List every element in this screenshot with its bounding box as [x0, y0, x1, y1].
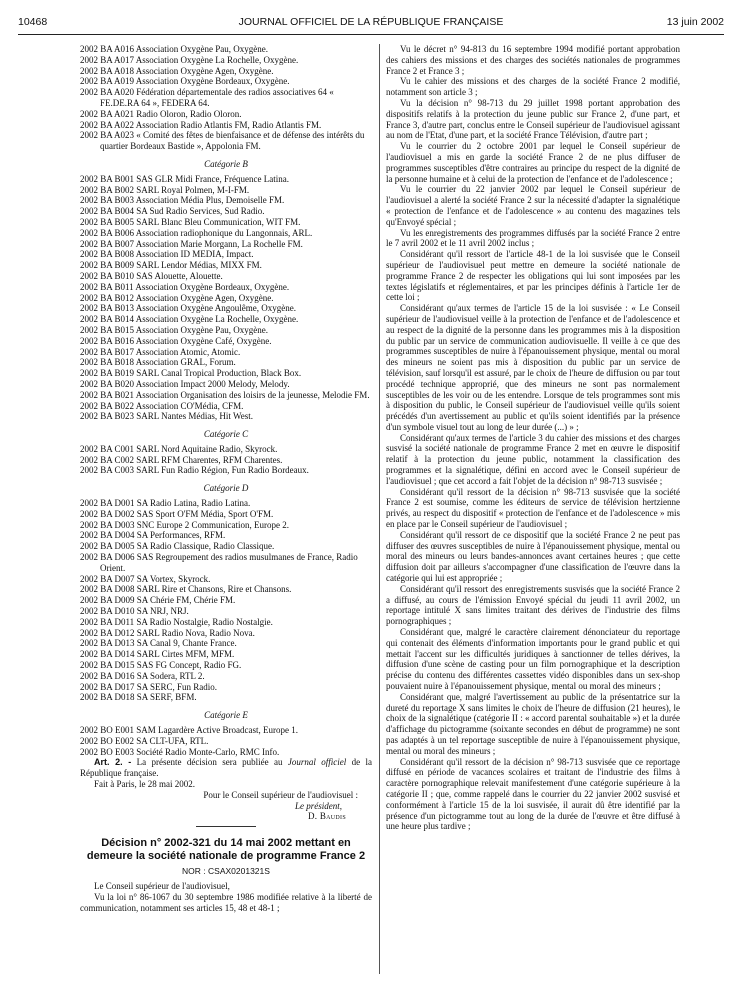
list-item: 2002 BA D015 SAS FG Concept, Radio FG.	[80, 660, 242, 671]
paragraph: Considérant qu'il ressort de ce dispositif que la société France 2 ne peut pas diffuser des œuvres susceptibles de nuire à l'épanouissement physique, mental ou moral des mineurs ou leurs bandes-annonces avant certaines heures ; que cette diffusion doit par ailleurs s'accompagner d'une classification de l'œuvre dans la catégorie qui lui est appropriée ;	[386, 529, 680, 584]
list-item: 2002 BA D016 SA Sodera, RTL 2.	[80, 670, 205, 681]
list-item: 2002 BA D007 SA Vortex, Skyrock.	[80, 573, 211, 584]
list-item: 2002 BA D017 SA SERC, Fun Radio.	[80, 681, 218, 692]
list-item: 2002 BA A021 Radio Oloron, Radio Oloron.	[80, 108, 242, 119]
article-2	[80, 757, 372, 779]
paragraph: Vu le décret n° 94-813 du 16 septembre 1994 modifié portant approbation des cahiers des missions et des charges des sociétés nationales de programmes France 2 et France 3 ;	[386, 44, 680, 76]
paragraph: Considérant qu'il ressort de la décision n° 98-713 susvisée que ce reportage diffusé en période de vacances scolaires et traitant de l'industrie des films à caractère pornographique relevait manifestement d'une catégorie supérieure à la catégorie II ; que, comme rappelé dans le courrier du 22 janvier 2002 susvisé et conformément à l'article 15 de la loi susvisée, il aurait dû être identifié par la présence d'un pictogramme tout au long de la durée de l'œuvre et être diffusé à une heure plus tardive ;	[386, 756, 680, 832]
list-item: 2002 BA D018 SA SERF, BFM.	[80, 692, 197, 703]
right-paragraphs	[386, 44, 680, 832]
list-item: 2002 BA B015 Association Oxygène Pau, Oxygène.	[80, 324, 268, 335]
entries-category-e	[80, 725, 372, 757]
article-2-text-b: de la République française.	[80, 757, 372, 779]
article-2-text-em: Journal officiel	[287, 757, 347, 768]
list-item: 2002 BA A019 Association Oxygène Bordeaux, Oxygène.	[80, 76, 290, 87]
paragraph: Considérant qu'il ressort de l'article 48-1 de la loi susvisée que le Conseil supérieur de l'audiovisuel peut mettre en demeure la société nationale de programme France 2 de respecter les obligations qui lui sont imposées par les textes législatifs et réglementaires, et par les principes définis à l'article 1er de cette loi ;	[386, 249, 680, 303]
paragraph: Vu la décision n° 98-713 du 29 juillet 1998 portant approbation des dispositifs relatifs à la protection du jeune public sur France 2, d'une part, et France 3, d'autre part, conclus entre le Conseil supérieur de l'audiovisuel agissant au nom de l'Etat, d'une part, et la société France Télévision, d'autre part ;	[386, 97, 680, 141]
list-item: 2002 BA B016 Association Oxygène Café, Oxygène.	[80, 335, 272, 346]
list-item: 2002 BA B001 SAS GLR Midi France, Fréquence Latina.	[80, 173, 289, 184]
paragraph: Vu le courrier du 2 octobre 2001 par lequel le Conseil supérieur de l'audiovisuel a mis en garde la société France 2 de ne plus diffuser de programmes susceptibles d'être contraires au principe du respect de la dignité de la personne humaine et à celui de la protection de l'enfance et de l'adolescence ;	[386, 141, 680, 184]
list-item: 2002 BA D009 SA Chérie FM, Chérie FM.	[80, 595, 236, 606]
left-column	[80, 44, 372, 913]
list-item: 2002 BA C002 SARL RFM Charentes, RFM Charentes.	[80, 454, 283, 465]
list-item: 2002 BA D001 SA Radio Latina, Radio Latina.	[80, 498, 251, 509]
list-item: 2002 BA B013 Association Oxygène Angoulême, Oxygène.	[80, 303, 296, 314]
list-item: 2002 BA D010 SA NRJ, NRJ.	[80, 606, 189, 617]
paragraph: Le Conseil supérieur de l'audiovisuel,	[94, 880, 230, 891]
list-item: 2002 BA A023 « Comité des fêtes de bienfaisance et de défense des intérêts du quartier Bordeaux Bastide », Appolonia FM.	[80, 130, 365, 152]
bottom-paragraphs	[80, 881, 372, 913]
paragraph: Considérant que, malgré le caractère clairement dénonciateur du reportage qui contenait des éléments d'information importants pour le grand public et qui mettait l'accent sur les difficultés juridiques à sanctionner de telles dérives, la diffusion d'une scène de casting pour un film pornographique et la description précise du contenu des différentes cassettes vidéo disponibles dans un sex-shop pouvaient nuire à l'épanouissement physique, mental ou moral des mineurs ;	[386, 627, 680, 692]
list-item: 2002 BA D012 SARL Radio Nova, Radio Nova.	[80, 627, 255, 638]
journal-title: JOURNAL OFFICIEL DE LA RÉPUBLIQUE FRANÇAISE	[238, 16, 504, 28]
paragraph: Considérant qu'il ressort des enregistrements susvisés que la société France 2 a diffusé, au cours de l'émission Envoyé spécial du jeudi 11 avril 2002, un reportage intitulé X sans limites traitant des dérives de l'industrie des films pornographiques ;	[386, 583, 680, 627]
list-item: 2002 BA A022 Association Radio Atlantis FM, Radio Atlantis FM.	[80, 119, 322, 130]
list-item: 2002 BA D005 SA Radio Classique, Radio Classique.	[80, 541, 275, 552]
entries-category-a	[80, 44, 372, 152]
category-b-heading: Catégorie B	[204, 158, 248, 169]
list-item: 2002 BA B009 SARL Lendor Médias, MIXX FM.	[80, 260, 262, 271]
paragraph: Considérant qu'aux termes de l'article 15 de la loi susvisée : « Le Conseil supérieur de l'audiovisuel veille à la protection de l'enfance et de l'adolescence et au respect de la dignité de la personne dans les programmes mis à la disposition du public par un service de communication audiovisuelle. Il veille à ce que des programmes susceptibles de nuire à l'épanouissement physique, mental ou moral des mineurs ne soient pas mis à disposition du public par un service de télévision, sauf lorsqu'il est assuré, par le choix de l'heure de diffusion ou par tout procédé technique approprié, que des mineurs ne sont pas normalement susceptibles de les voir ou de les entendre. Lorsque de tels programmes sont mis à disposition du public, le Conseil supérieur de l'audiovisuel veille qu'ils soient précédés d'un avertissement au public et qu'ils soient identifiés par la présence d'un symbole visuel tout au long de leur durée (...) » ;	[386, 303, 680, 432]
list-item: 2002 BA B019 SARL Canal Tropical Production, Black Box.	[80, 368, 302, 379]
category-d-heading: Catégorie D	[203, 483, 249, 494]
list-item: 2002 BA A020 Fédération départementale des radios associatives 64 « FE.DE.RA 64 », FEDERA 64.	[80, 87, 334, 108]
header-rule	[18, 34, 724, 35]
entries-category-c	[80, 444, 372, 476]
list-item: 2002 BA B017 Association Atomic, Atomic.	[80, 346, 241, 357]
list-item: 2002 BA B003 Association Média Plus, Demoiselle FM.	[80, 195, 285, 206]
list-item: 2002 BA D004 SA Performances, RFM.	[80, 530, 226, 541]
list-item: 2002 BA D002 SAS Sport O'FM Média, Sport O'FM.	[80, 508, 274, 519]
category-c-heading: Catégorie C	[203, 429, 249, 440]
signature-pour: Pour le Conseil supérieur de l'audiovisuel :	[203, 789, 358, 800]
list-item: 2002 BA A017 Association Oxygène La Rochelle, Oxygène.	[80, 54, 299, 65]
list-item: 2002 BA B018 Association GRAL, Forum.	[80, 357, 236, 368]
paragraph: Vu les enregistrements des programmes diffusés par la société France 2 entre le 7 avril 2002 et le 11 avril 2002 inclus ;	[386, 227, 680, 249]
paragraph: Considérant que, malgré l'avertissement au public de la présentatrice sur la dureté du reportage X sans limites le choix de l'heure de diffusion (21 heures), le choix de la signalétique (catégorie II : « accord parental souhaitable ») et la durée d'affichage du pictogramme (soixante secondes en début de programme) ne sont pas adaptés à un tel reportage susceptible de nuire à l'épanouissement physique, mental ou moral des mineurs ;	[386, 691, 680, 756]
paragraph: Vu le courrier du 22 janvier 2002 par lequel le Conseil supérieur de l'audiovisuel a alerté la société France 2 sur la nécessité d'adapter la signalétique « protection de l'enfance et de l'adolescence » au contenu des magazines tels qu'Envoyé spécial ;	[386, 184, 680, 227]
list-item: 2002 BA B007 Association Marie Morgann, La Rochelle FM.	[80, 238, 303, 249]
list-item: 2002 BA B006 Association radiophonique du Langonnais, ARL.	[80, 227, 313, 238]
list-item: 2002 BA B021 Association Organisation des loisirs de la jeunesse, Melodie FM.	[80, 389, 370, 400]
list-item: 2002 BA B011 Association Oxygène Bordeaux, Oxygène.	[80, 281, 290, 292]
page-number: 10468	[18, 16, 48, 28]
list-item: 2002 BA B002 SARL Royal Polmen, M-I-FM.	[80, 184, 250, 195]
fait-a-paris: Fait à Paris, le 28 mai 2002.	[94, 779, 195, 789]
column-divider	[379, 44, 380, 974]
list-item: 2002 BA B004 SA Sud Radio Services, Sud Radio.	[80, 206, 265, 217]
category-e-heading: Catégorie E	[204, 710, 248, 721]
paragraph: Vu le cahier des missions et des charges de la société France 2 modifié, notamment son article 3 ;	[386, 76, 680, 98]
list-item: 2002 BA B008 Association ID MEDIA, Impact.	[80, 249, 254, 260]
list-item: 2002 BA B023 SARL Nantes Médias, Hit West.	[80, 411, 254, 422]
signature-name: D. Baudis	[307, 811, 346, 822]
list-item: 2002 BA D006 SAS Regroupement des radios musulmanes de France, Radio Orient.	[80, 552, 358, 573]
list-item: 2002 BO E003 Société Radio Monte-Carlo, RMC Info.	[80, 746, 280, 757]
list-item: 2002 BA B020 Association Impact 2000 Melody, Melody.	[80, 378, 290, 389]
article-2-text-a: La présente décision sera publiée au	[131, 757, 288, 768]
list-item: 2002 BA B005 SARL Blanc Bleu Communication, WIT FM.	[80, 216, 301, 227]
nor-reference: NOR : CSAX0201321S	[182, 866, 270, 877]
list-item: 2002 BA A016 Association Oxygène Pau, Oxygène.	[80, 44, 268, 54]
list-item: 2002 BA B022 Association CO'Média, CFM.	[80, 400, 244, 411]
list-item: 2002 BA C003 SARL Fun Radio Région, Fun Radio Bordeaux.	[80, 465, 309, 476]
list-item: 2002 BA B014 Association Oxygène La Rochelle, Oxygène.	[80, 314, 299, 325]
issue-date: 13 juin 2002	[666, 16, 724, 28]
list-item: 2002 BO E001 SAM Lagardère Active Broadcast, Europe 1.	[80, 725, 298, 736]
list-item: 2002 BA A018 Association Oxygène Agen, Oxygène.	[80, 65, 274, 76]
list-item: 2002 BA D014 SARL Cirtes MFM, MFM.	[80, 649, 235, 660]
list-item: 2002 BA C001 SARL Nord Aquitaine Radio, Skyrock.	[80, 443, 278, 454]
page-header	[18, 16, 724, 32]
list-item: 2002 BA D011 SA Radio Nostalgie, Radio Nostalgie.	[80, 616, 273, 627]
entries-category-d	[80, 498, 372, 703]
list-item: 2002 BA D013 SA Canal 9, Chante France.	[80, 638, 237, 649]
paragraph: Considérant qu'aux termes de l'article 3 du cahier des missions et des charges susvisé la société nationale de programme France 2 met en œuvre le dispositif relatif à la protection du jeune public, notamment la classification des programmes et la signalétique, défini en accord avec le Conseil supérieur de l'audiovisuel ; que cet accord a fait l'objet de la décision n° 98-713 susvisée ;	[386, 432, 680, 486]
paragraph: Vu la loi n° 86-1067 du 30 septembre 1986 modifiée relative à la liberté de communication, notamment ses articles 15, 48 et 48-1 ;	[80, 891, 372, 913]
signature-role: Le président,	[295, 800, 342, 811]
list-item: 2002 BA D008 SARL Rire et Chansons, Rire et Chansons.	[80, 584, 292, 595]
right-column	[386, 44, 680, 832]
list-item: 2002 BA D003 SNC Europe 2 Communication, Europe 2.	[80, 519, 289, 530]
list-item: 2002 BA B010 SAS Alouette, Alouette.	[80, 270, 223, 281]
decision-title: Décision n° 2002-321 du 14 mai 2002 mettant en demeure la société nationale de programme France 2	[86, 837, 366, 863]
list-item: 2002 BO E002 SA CLT-UFA, RTL.	[80, 735, 209, 746]
article-2-label: Art. 2. -	[94, 757, 132, 768]
entries-category-b	[80, 174, 372, 422]
paragraph: Considérant qu'il ressort de la décision n° 98-713 susvisée que la société France 2 est soumise, comme les éditeurs de service de télévision hertzienne privés, au respect du dispositif « protection de l'enfance et de l'adolescence » mis en place par le Conseil supérieur de l'audiovisuel ;	[386, 486, 680, 530]
separator-rule	[196, 826, 256, 827]
list-item: 2002 BA B012 Association Oxygène Agen, Oxygène.	[80, 292, 274, 303]
